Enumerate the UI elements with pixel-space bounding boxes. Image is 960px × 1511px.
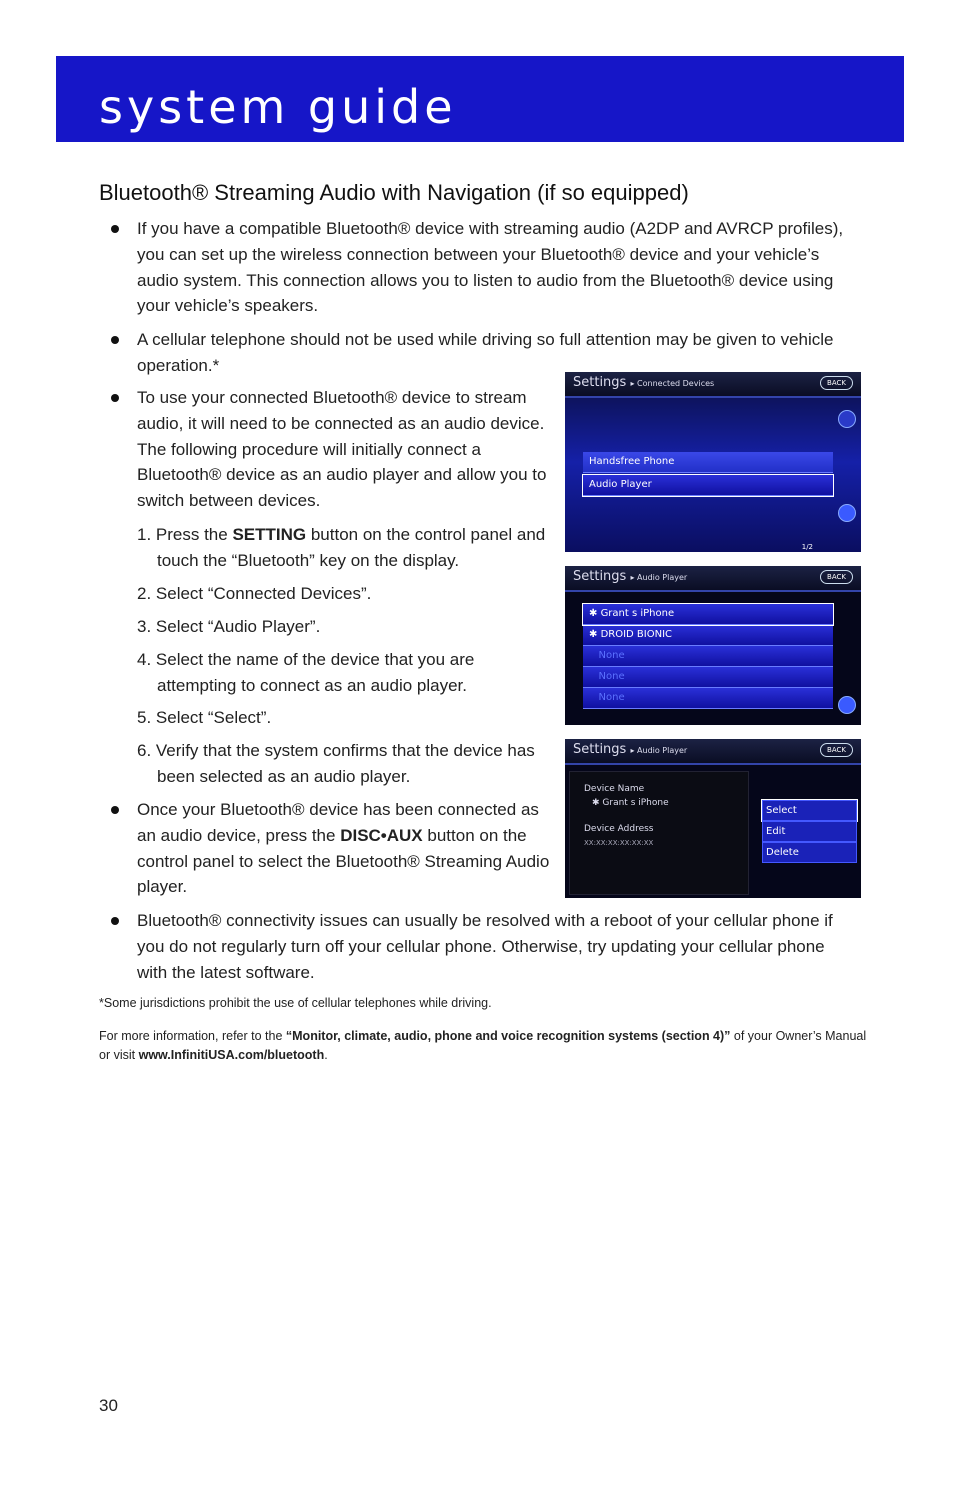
step-2: 2. Select “Connected Devices”. (137, 584, 372, 603)
text: button on the control panel to select the Bluetooth® Streaming Audio player. (137, 825, 550, 897)
website-link[interactable]: www.InfinitiUSA.com/bluetooth (138, 1048, 325, 1062)
disc-aux-key: DISC•AUX (340, 825, 423, 845)
bullet-item: To use your connected Bluetooth® device to stream audio, it will need to be connected as an audio device. The following procedure will initially connect a Bluetooth® device as an audio player and allow you to switch between devices. (137, 385, 555, 514)
bullet-item: If you have a compatible Bluetooth® device with streaming audio (A2DP and AVRCP profiles), you can set up the wireless connection between your Bluetooth® device and your vehicle’s audio system. This connection allows you to listen to audio from the Bluetooth® device using your vehicle’s speakers. (137, 216, 862, 319)
device-item[interactable]: ✱ Grant s iPhone (583, 604, 833, 625)
device-item[interactable]: ✱ DROID BIONIC (583, 625, 833, 646)
screen-header (565, 566, 861, 592)
screenshot-device-detail (565, 739, 861, 898)
list-item[interactable]: Handsfree Phone (583, 452, 833, 473)
more-info (99, 1027, 869, 1065)
text: Bluetooth® connectivity issues can usually be resolved with a reboot of your cellular phone if you do not regularly turn off your cellular phone. Otherwise, try updating your cellular phone with the latest software. (137, 911, 833, 982)
step-1 (137, 522, 557, 574)
device-info-pane: Device Name ✱ Grant s iPhone Device Address XX:XX:XX:XX:XX:XX (569, 771, 749, 895)
device-name: DROID BIONIC (600, 629, 673, 640)
step-text: button on the control panel and touch the “Bluetooth” key on the display. (157, 525, 546, 570)
back-button[interactable]: BACK (820, 570, 853, 584)
device-address-label: Device Address (584, 824, 654, 834)
screenshot-connected-devices (565, 372, 861, 552)
device-name-label: Device Name (584, 784, 645, 794)
device-name: Grant s iPhone (600, 608, 675, 619)
step-text: 1. Press the (137, 525, 233, 544)
step-4: 4. Select the name of the device that you are attempting to connect as an audio player. (137, 650, 475, 695)
scroll-up-icon[interactable] (838, 410, 856, 428)
section-heading: Bluetooth® Streaming Audio with Navigation (if so equipped) (99, 180, 689, 205)
scroll-down-icon[interactable] (838, 696, 856, 714)
step-5: 5. Select “Select”. (137, 708, 272, 727)
breadcrumb: ▸ Audio Player (630, 573, 688, 582)
header-banner (56, 56, 904, 142)
page-indicator: 1/2 (801, 543, 813, 551)
step-6: 6. Verify that the system confirms that the device has been selected as an audio player. (137, 741, 535, 786)
screen-title: Settings (573, 742, 627, 757)
step-3: 3. Select “Audio Player”. (137, 617, 321, 636)
edit-button[interactable]: Edit (762, 821, 857, 842)
screen-title: Settings (573, 375, 627, 390)
scroll-down-icon[interactable] (838, 504, 856, 522)
device-item[interactable] (583, 688, 833, 709)
breadcrumb: ▸ Audio Player (630, 746, 688, 755)
back-button[interactable]: BACK (820, 376, 853, 390)
device-name: None (598, 692, 625, 703)
back-button[interactable]: BACK (820, 743, 853, 757)
device-address: XX:XX:XX:XX:XX:XX (584, 839, 654, 847)
screenshot-audio-player-list (565, 566, 861, 725)
device-name: None (598, 671, 625, 682)
manual-section: “Monitor, climate, audio, phone and voice recognition systems (section 4)” (285, 1029, 731, 1043)
device-item[interactable] (583, 667, 833, 688)
select-button[interactable]: Select (762, 800, 857, 821)
breadcrumb: ▸ Connected Devices (630, 379, 715, 388)
bullet-item: A cellular telephone should not be used while driving so full attention may be given to vehicle operation.* (137, 327, 862, 379)
page-number: 30 (99, 1396, 118, 1415)
text: of your Owner’s Manual or visit (99, 1029, 867, 1062)
device-name: Grant s iPhone (602, 798, 669, 808)
footnote: *Some jurisdictions prohibit the use of cellular telephones while driving. (99, 996, 492, 1010)
setting-key: SETTING (232, 525, 307, 544)
bullet-item (137, 797, 557, 900)
text: Once your Bluetooth® device has been connected as an audio device, press the (137, 800, 539, 845)
device-item[interactable] (583, 646, 833, 667)
page-title: system guide (99, 80, 457, 134)
bullet-item (137, 908, 847, 985)
text: For more information, refer to the (99, 1029, 286, 1043)
text: . (324, 1048, 328, 1062)
screen-header (565, 739, 861, 765)
screen-title: Settings (573, 569, 627, 584)
list-item[interactable]: Audio Player (583, 475, 833, 496)
delete-button[interactable]: Delete (762, 842, 857, 863)
device-name: None (598, 650, 625, 661)
screen-header (565, 372, 861, 398)
